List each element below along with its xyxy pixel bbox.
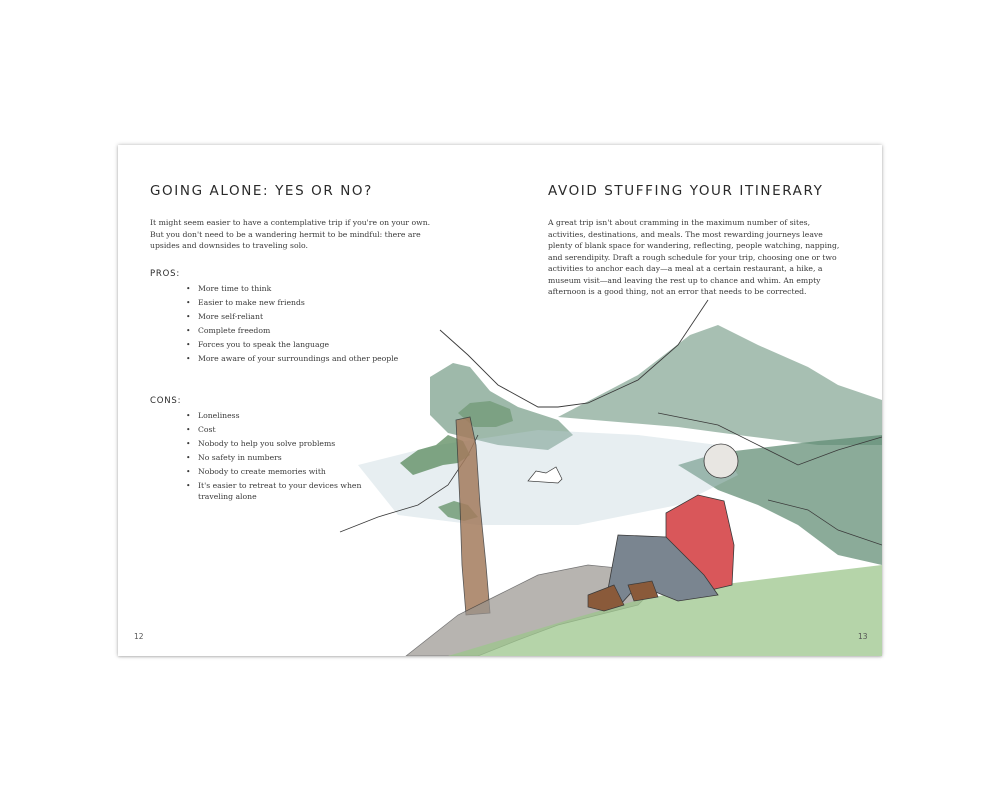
cons-item: • Nobody to help you solve problems [186,438,366,449]
left-page-heading: GOING ALONE: YES OR NO? [150,183,373,199]
cons-item: • Cost [186,424,366,435]
cons-label: CONS: [150,396,182,406]
right-page-body: A great trip isn't about cramming in the maximum number of sites, activities, destinations, and meals. The most rewarding journeys leave plenty of blank space for wandering, reflecting, people watching, napping, and serendipity. Draft a rough schedule for your trip, choosing one or two activities to anchor each day—a meal at a certain restaurant, a hike, a museum visit—and leaving the rest up to chance and whim. An empty afternoon is a good thing, not an error that needs to be corrected. [548,218,840,296]
pros-item: • Forces you to speak the language [186,339,426,350]
cons-item: • Nobody to create memories with [186,466,366,477]
pros-item: • Complete freedom [186,325,426,336]
cons-item: • It's easier to retreat to your devices when traveling alone [186,480,366,502]
left-page-intro: It might seem easier to have a contemplative trip if you're on your own. But you don't need to be a wandering hermit to be mindful: there are upsides and downsides to traveling solo. [150,218,431,250]
pros-item: • More aware of your surroundings and other people [186,353,426,364]
cons-item: • Loneliness [186,410,366,421]
cons-item: • No safety in numbers [186,452,366,463]
pros-label: PROS: [150,269,180,279]
cons-list [186,410,366,506]
pros-item: • Easier to make new friends [186,297,426,308]
pros-item: • More time to think [186,283,426,294]
right-page-number: 13 [858,632,868,641]
pros-item: • More self-reliant [186,311,426,322]
left-page-number: 12 [134,632,144,641]
far-mountain [558,325,882,445]
book-spread [118,145,882,656]
pros-list [186,283,426,368]
right-page-heading: AVOID STUFFING YOUR ITINERARY [548,183,824,199]
